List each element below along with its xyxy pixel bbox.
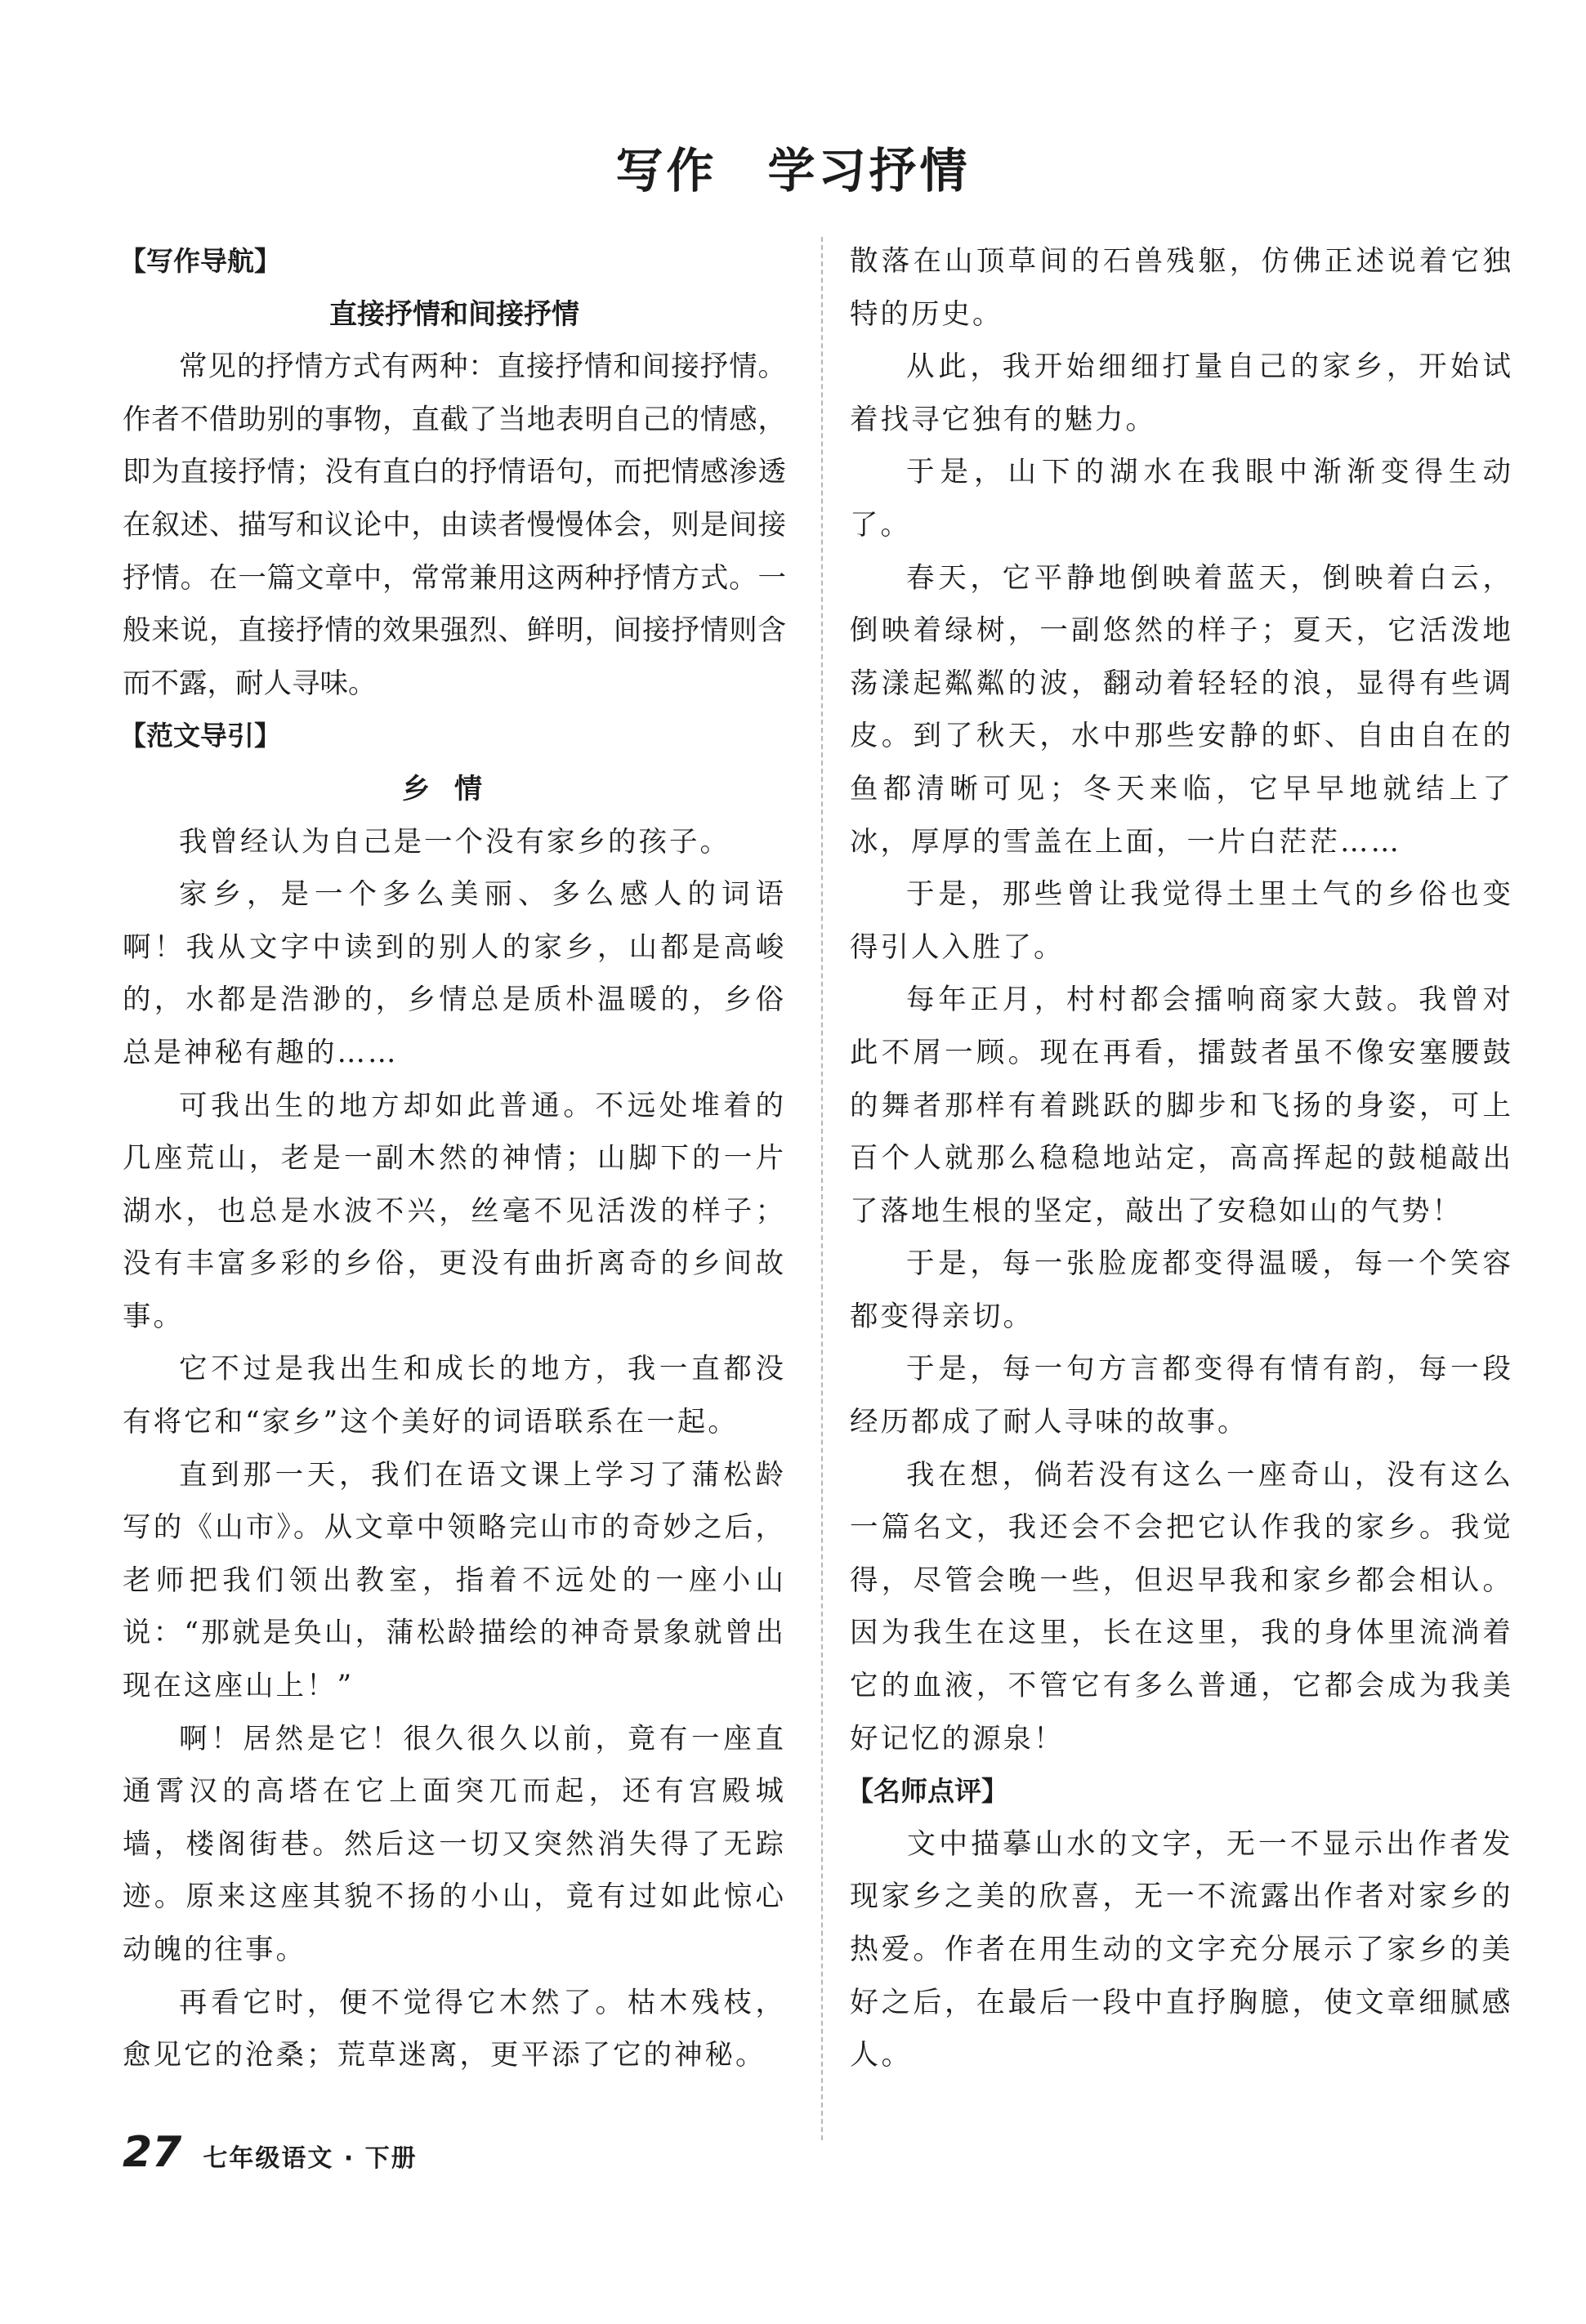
teacher-comment-text: 文中描摹山水的文字，无一不显示出作者发现家乡之美的欣喜，无一不流露出作者对家乡的热爱。作者在用生动的文字充分展示了家乡的美好之后，在最后一段中直抒胸臆，使文章细腻感人。 [850, 1827, 1513, 2072]
essay-paragraph: 每年正月，村村都会擂响商家大鼓。我曾对此不屑一顾。现在再看，擂鼓者虽不像安塞腰鼓的舞者那样有着跳跃的脚步和飞扬的身姿，可上百个人就那么稳稳地站定，高高挥起的鼓槌敲出了落地生根的坚定，敲出了安稳如山的气势！ [850, 984, 1513, 1228]
essay-paragraph: 于是，每一张脸庞都变得温暖，每一个笑容都变得亲切。 [850, 1247, 1513, 1333]
essay-paragraph: 再看它时，便不觉得它木然了。枯木残枝，愈见它的沧桑；荒草迷离，更平添了它的神秘。 [123, 1986, 786, 2072]
essay-paragraph: 家乡，是一个多么美丽、多么感人的词语啊！我从文字中读到的别人的家乡，山都是高峻的，水都是浩渺的，乡情总是质朴温暖的，乡俗总是神秘有趣的…… [123, 878, 786, 1069]
book-name: 七年级语文 · 下册 [203, 2144, 418, 2173]
essay-paragraph: 啊！居然是它！很久很久以前，竟有一座直通霄汉的高塔在它上面突兀而起，还有宫殿城墙，楼阁街巷。然后这一切又突然消失得了无踪迹。原来这座其貌不扬的小山，竟有过如此惊心动魄的往事。 [123, 1722, 786, 1966]
writing-guide-header: 【写作导航】 [119, 245, 281, 277]
essay-title: 乡情 [402, 772, 507, 805]
right-column [847, 235, 1513, 2082]
essay-paragraph: 于是，那些曾让我觉得土里土气的乡俗也变得引人入胜了。 [850, 878, 1513, 964]
essay-paragraph: 于是，山下的湖水在我眼中渐渐变得生动了。 [850, 456, 1513, 542]
page-number: 27 [123, 2128, 182, 2177]
page-title: 写作 学习抒情 [615, 143, 971, 198]
left-column [119, 235, 786, 2082]
essay-right-body [850, 235, 1513, 1765]
guide-subtitle: 直接抒情和间接抒情 [329, 297, 579, 331]
teacher-comment-header: 【名师点评】 [847, 1775, 1008, 1808]
page-footer [123, 2128, 418, 2185]
essay-paragraph: 直到那一天，我们在语文课上学习了蒲松龄写的《山市》。从文章中领略完山市的奇妙之后，老师把我们领出教室，指着不远处的一座小山说：“那就是奂山，蒲松龄描绘的神奇景象就曾出现在这座山上！” [123, 1458, 786, 1703]
essay-left-body [123, 816, 786, 2082]
essay-paragraph: 我曾经认为自己是一个没有家乡的孩子。 [179, 825, 730, 859]
essay-paragraph: 于是，每一句方言都变得有情有韵，每一段经历都成了耐人寻味的故事。 [850, 1353, 1513, 1439]
essay-paragraph: 它不过是我出生和成长的地方，我一直都没有将它和“家乡”这个美好的词语联系在一起。 [123, 1353, 786, 1439]
column-divider [821, 237, 823, 2140]
model-essay-header: 【范文导引】 [119, 720, 281, 752]
essay-paragraph: 春天，它平静地倒映着蓝天，倒映着白云，倒映着绿树，一副悠然的样子；夏天，它活泼地荡漾起粼粼的波，翻动着轻轻的浪，显得有些调皮。到了秋天，水中那些安静的虾、自由自在的鱼都清晰可见；冬天来临，它早早地就结上了冰，厚厚的雪盖在上面，一片白茫茫…… [850, 561, 1513, 859]
essay-paragraph: 我在想，倘若没有这么一座奇山，没有这么一篇名文，我还会不会把它认作我的家乡。我觉得，尽管会晚一些，但迟早我和家乡都会相认。因为我生在这里，长在这里，我的身体里流淌着它的血液，不管它有多么普通，它都会成为我美好记忆的源泉！ [850, 1458, 1513, 1755]
guide-text: 常见的抒情方式有两种：直接抒情和间接抒情。作者不借助别的事物，直截了当地表明自己的情感，即为直接抒情；没有直白的抒情语句，而把情感渗透在叙述、描写和议论中，由读者慢慢体会，则是间接抒情。在一篇文章中，常常兼用这两种抒情方式。一般来说，直接抒情的效果强烈、鲜明，间接抒情则含而不露，耐人寻味。 [123, 350, 786, 700]
essay-paragraph: 可我出生的地方却如此普通。不远处堆着的几座荒山，老是一副木然的神情；山脚下的一片湖水，也总是水波不兴，丝毫不见活泼的样子；没有丰富多彩的乡俗，更没有曲折离奇的乡间故事。 [123, 1089, 786, 1333]
essay-continuation: 散落在山顶草间的石兽残躯，仿佛正述说着它独特的历史。 [850, 245, 1513, 331]
essay-paragraph: 从此，我开始细细打量自己的家乡，开始试着找寻它独有的魅力。 [850, 350, 1513, 436]
